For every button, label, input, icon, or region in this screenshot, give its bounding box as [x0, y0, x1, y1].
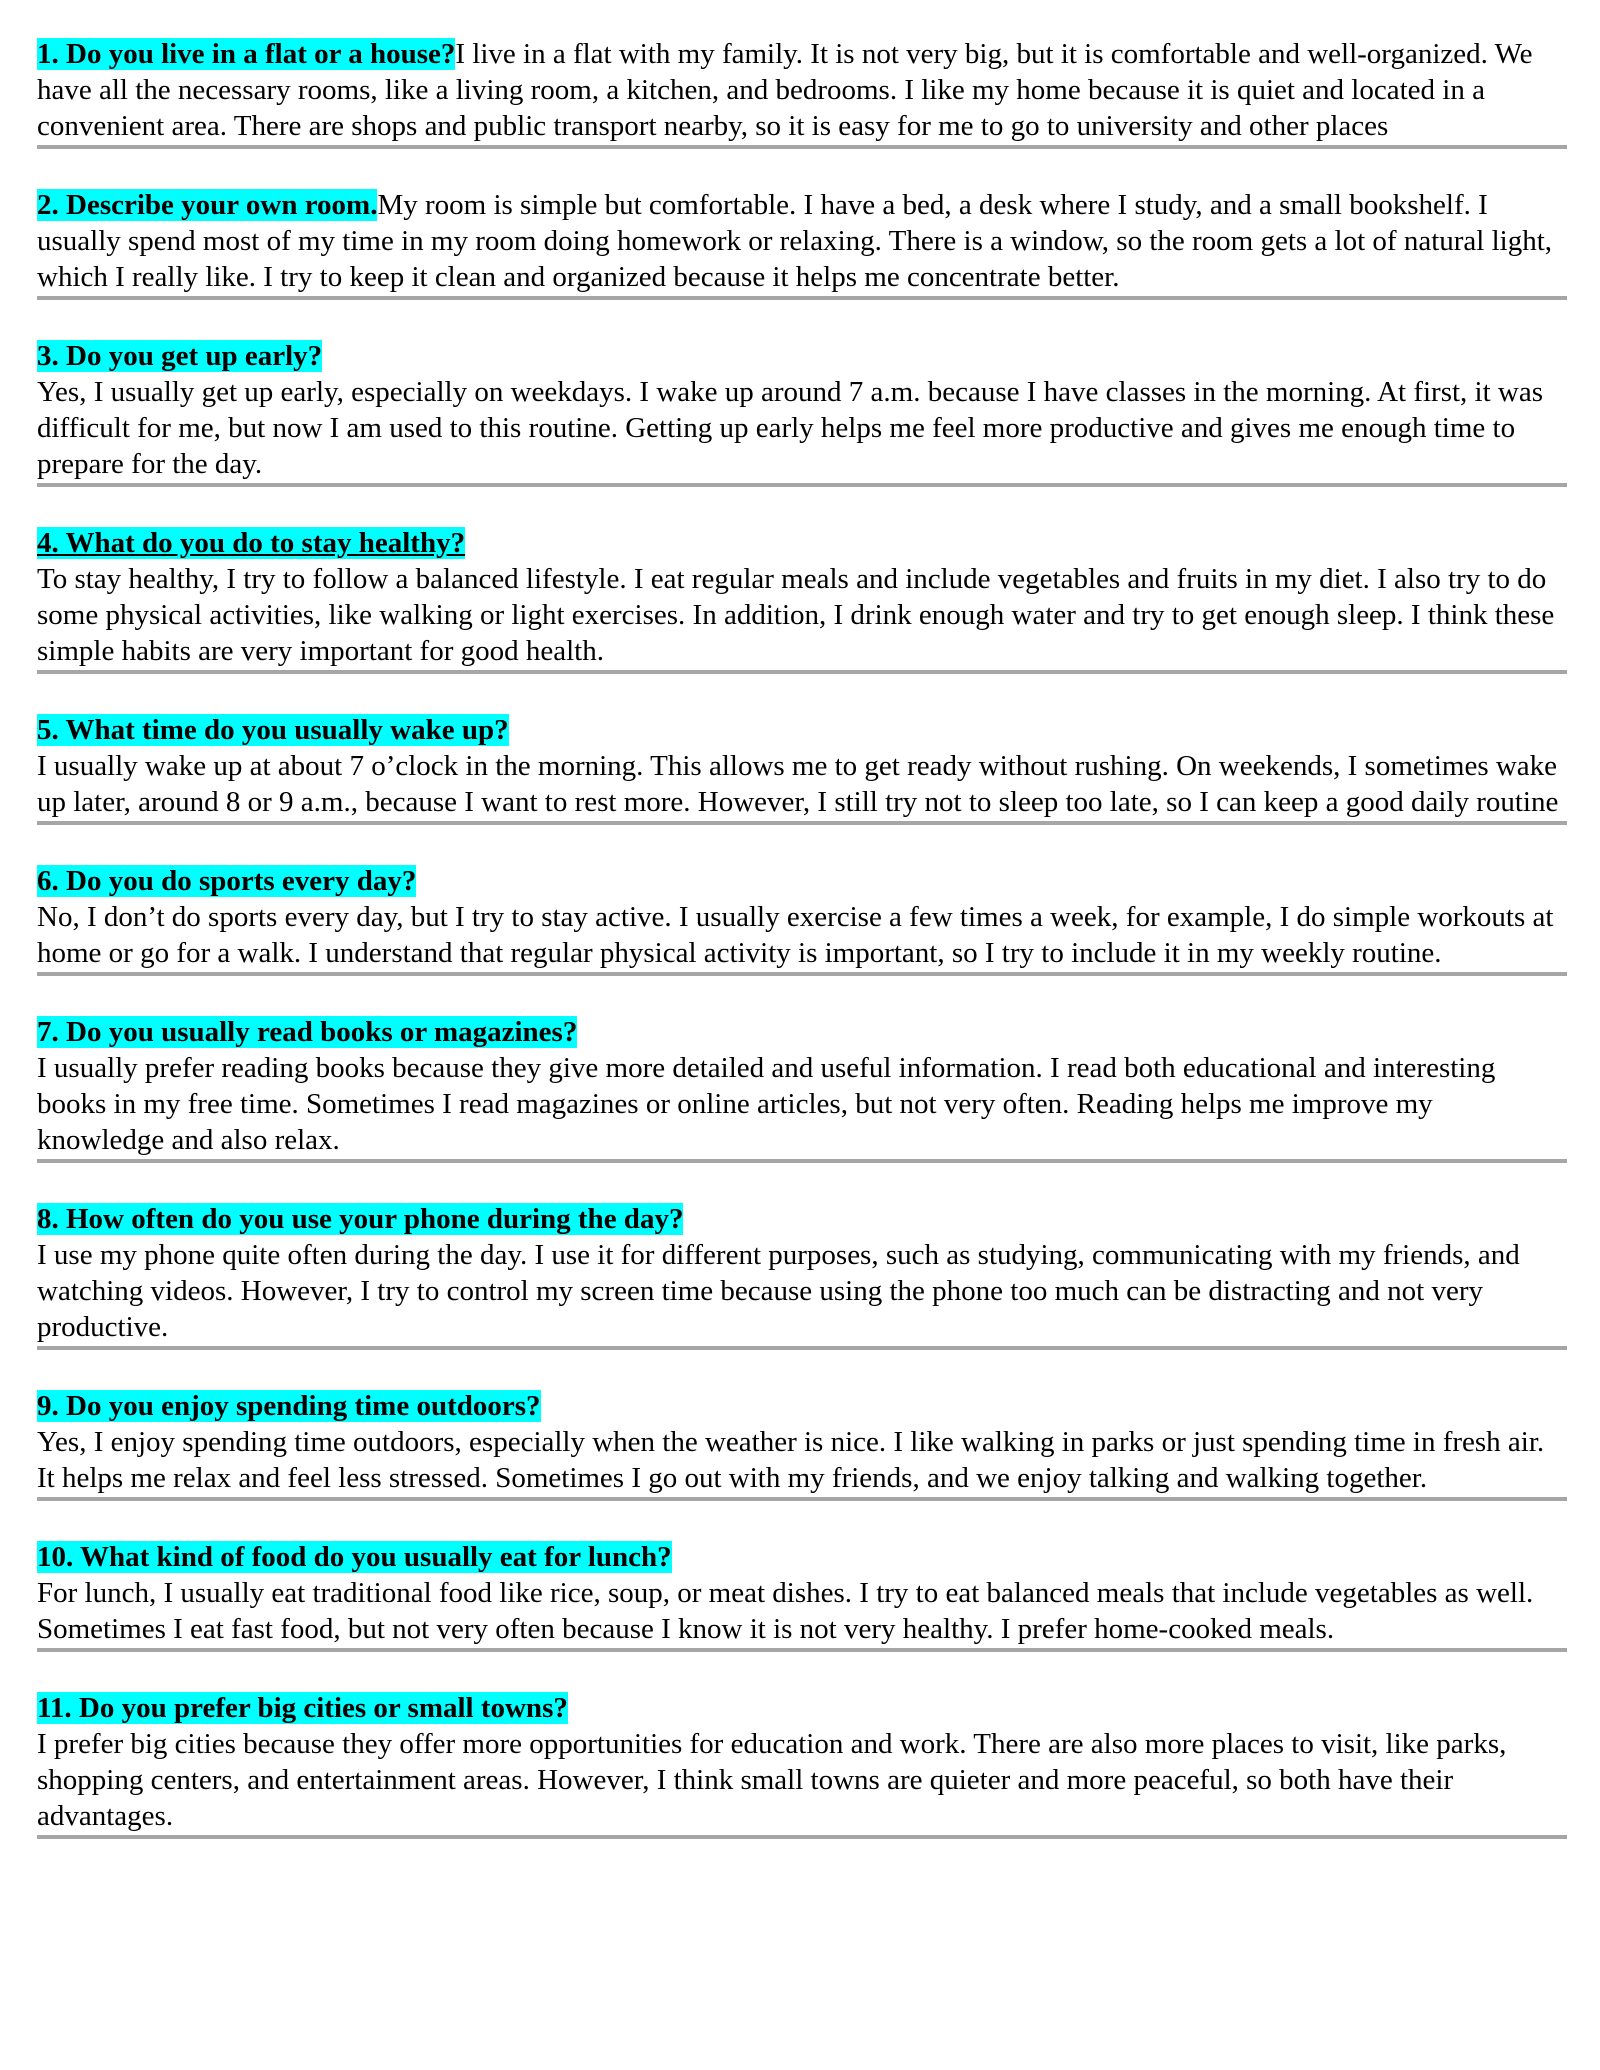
qa-item-2	[37, 187, 1567, 300]
question-highlight: 6. Do you do sports every day?	[37, 865, 417, 897]
question-highlight: 5. What time do you usually wake up?	[37, 714, 509, 746]
qa-item-5	[37, 712, 1567, 825]
question-heading	[37, 1388, 1567, 1424]
question-heading	[37, 338, 1567, 374]
qa-item-10	[37, 1539, 1567, 1652]
answer-text: No, I don’t do sports every day, but I try to stay active. I usually exercise a few times a week, for example, I do simple workouts at home or go for a walk. I understand that regular physical activity is important, so I try to include it in my weekly routine.	[37, 901, 1554, 969]
answer-text: To stay healthy, I try to follow a balanced lifestyle. I eat regular meals and include vegetables and fruits in my diet. I also try to do some physical activities, like walking or light exercises. In addition, I drink enough water and try to get enough sleep. I think these simple habits are very important for good health.	[37, 563, 1555, 667]
question-heading	[37, 1014, 1567, 1050]
answer-text: I live in a flat with my family. It is not very big, but it is comfortable and well-organized. We have all the necessary rooms, like a living room, a kitchen, and bedrooms. I like my home because it is quiet and located in a convenient area. There are shops and public transport nearby, so it is easy for me to go to university and other places	[37, 38, 1533, 142]
answer-text: For lunch, I usually eat traditional food like rice, soup, or meat dishes. I try to eat balanced meals that include vegetables as well. Sometimes I eat fast food, but not very often because I know it is not very healthy. I prefer home-cooked meals.	[37, 1577, 1534, 1645]
question-highlight: 10. What kind of food do you usually eat for lunch?	[37, 1541, 672, 1573]
question-heading	[37, 1539, 1567, 1575]
answer-text: My room is simple but comfortable. I have a bed, a desk where I study, and a small bookshelf. I usually spend most of my time in my room doing homework or relaxing. There is a window, so the room gets a lot of natural light, which I really like. I try to keep it clean and organized because it helps me concentrate better.	[37, 189, 1553, 293]
question-highlight: 4. What do you do to stay healthy?	[37, 527, 466, 559]
qa-item-3	[37, 338, 1567, 487]
answer-text: I prefer big cities because they offer more opportunities for education and work. There are also more places to visit, like parks, shopping centers, and entertainment areas. However, I think small towns are quieter and more peaceful, so both have their advantages.	[37, 1728, 1507, 1832]
question-heading	[37, 525, 1567, 561]
answer-text: I usually wake up at about 7 o’clock in the morning. This allows me to get ready without rushing. On weekends, I sometimes wake up later, around 8 or 9 a.m., because I want to rest more. However, I still try not to sleep too late, so I can keep a good daily routine	[37, 750, 1559, 818]
answer-text: Yes, I usually get up early, especially on weekdays. I wake up around 7 a.m. because I have classes in the morning. At first, it was difficult for me, but now I am used to this routine. Getting up early helps me feel more productive and gives me enough time to prepare for the day.	[37, 376, 1544, 480]
question-heading	[37, 1690, 1567, 1726]
qa-item-6	[37, 863, 1567, 976]
answer-text: I use my phone quite often during the day. I use it for different purposes, such as studying, communicating with my friends, and watching videos. However, I try to control my screen time because using the phone too much can be distracting and not very productive.	[37, 1239, 1520, 1343]
answer-text: Yes, I enjoy spending time outdoors, especially when the weather is nice. I like walking in parks or just spending time in fresh air. It helps me relax and feel less stressed. Sometimes I go out with my friends, and we enjoy talking and walking together.	[37, 1426, 1545, 1494]
question-highlight: 1. Do you live in a flat or a house?	[37, 38, 456, 70]
qa-item-11	[37, 1690, 1567, 1839]
question-highlight: 8. How often do you use your phone during the day?	[37, 1203, 684, 1235]
question-heading	[37, 863, 1567, 899]
question-heading	[37, 38, 455, 70]
question-heading	[37, 189, 377, 221]
qa-item-7	[37, 1014, 1567, 1163]
qa-item-1	[37, 36, 1567, 149]
question-heading	[37, 1201, 1567, 1237]
question-highlight: 3. Do you get up early?	[37, 340, 323, 372]
question-highlight: 9. Do you enjoy spending time outdoors?	[37, 1390, 541, 1422]
question-highlight: 2. Describe your own room.	[37, 189, 378, 221]
qa-item-9	[37, 1388, 1567, 1501]
question-highlight: 7. Do you usually read books or magazines?	[37, 1016, 578, 1048]
question-highlight: 11. Do you prefer big cities or small towns?	[37, 1692, 568, 1724]
qa-item-4	[37, 525, 1567, 674]
answer-text: I usually prefer reading books because they give more detailed and useful information. I read both educational and interesting books in my free time. Sometimes I read magazines or online articles, but not very often. Reading helps me improve my knowledge and also relax.	[37, 1052, 1496, 1156]
qa-item-8	[37, 1201, 1567, 1350]
question-heading	[37, 712, 1567, 748]
document-page	[37, 36, 1567, 1877]
